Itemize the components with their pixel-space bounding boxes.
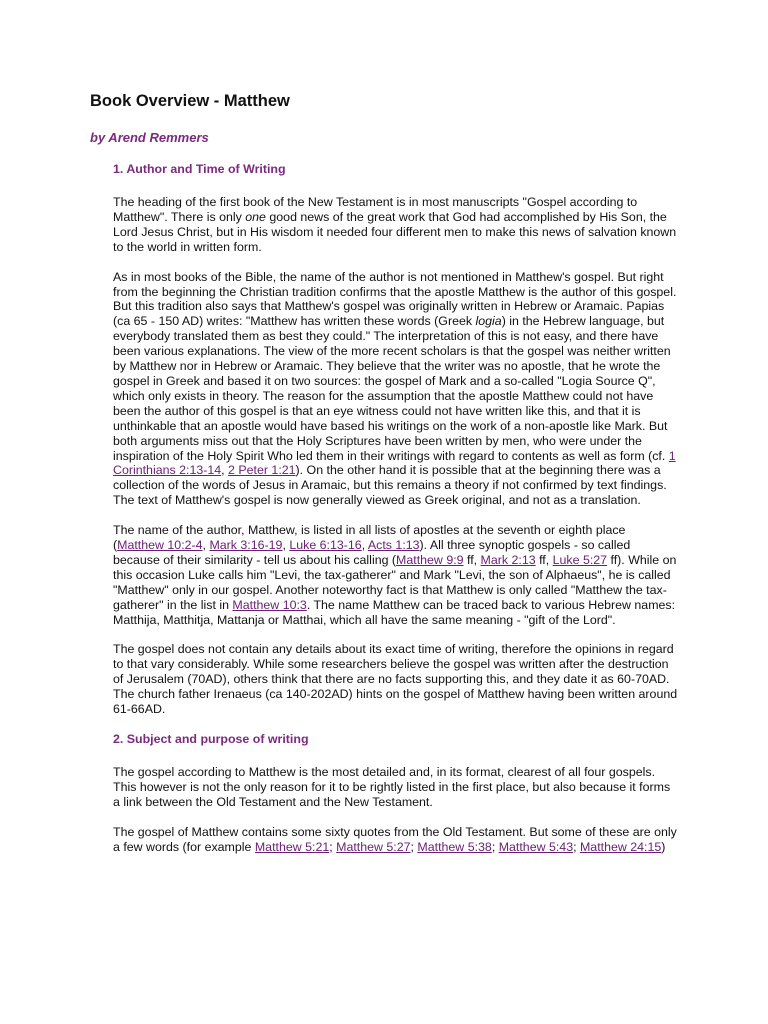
- scripture-link[interactable]: 1 Corinthians 2:13-14: [113, 448, 676, 478]
- separator: ff,: [463, 552, 481, 567]
- paragraph-text: The heading of the first book of the New Testament is in most manuscripts "Gospel according to Matthew". There is only: [113, 195, 638, 224]
- paragraph-text: As in most books of the Bible, the name of the author is not mentioned in Matthew's gospel. But right from the beginning the Christian tradition confirms that the apostle Matthew is the author of this gospel. But this tradition also says that Matthew's gospel was originally written in Hebrew or Aramaic. Papias (ca 65 - 150 AD) writes: "Matthew has written these words (Greek: [113, 269, 677, 329]
- scripture-link[interactable]: Luke 6:13-16: [289, 538, 362, 553]
- paragraph-text: The name of the author, Matthew, is listed in all lists of apostles at the seventh or eighth place (: [113, 523, 626, 553]
- paragraph-text: good news of the great work that God had accomplished by His Son, the Lord Jesus Christ, but in His wisdom it needed four different men to make this news of salvation known to the world in written form.: [113, 209, 677, 254]
- paragraph-4: The gospel does not contain any details about its exact time of writing, therefore the opinions in regard to that vary considerably. While some researchers believe the gospel was written after the destruction of Jerusalem (70AD), others think that there are no facts supporting this, and they date it as 60-70AD. The church father Irenaeus (ca 140-202AD) hints on the gospel of Matthew having been written around 61-66AD.: [113, 642, 678, 717]
- paragraph-text: ff). While on this occasion Luke calls him "Levi, the tax-gatherer" and Mark "Levi, the son of Alphaeus", he is called "Matthew" only in our gospel. Another noteworthy fact is that Matthew is only called "Matthew the tax-gatherer" in the list in: [113, 552, 677, 612]
- paragraph-text: ). All three synoptic gospels - so called because of their similarity - tell us about his calling (: [113, 538, 631, 567]
- separator: ;: [573, 839, 580, 854]
- scripture-link[interactable]: Acts 1:13: [367, 538, 420, 553]
- paragraph-text: . The name Matthew can be traced back to various Hebrew names: Matthija, Matthitja, Mattanja or Matthai, which all have the same meaning - "gift of the Lord".: [113, 597, 676, 627]
- paragraph-text: ). On the other hand it is possible that at the beginning there was a collection of the words of Jesus in Aramaic, but this remains a theory if not confirmed by text findings. The text of Matthew's gospel is now generally viewed as Greek original, and not as a translation.: [113, 463, 667, 508]
- paragraph-2: [113, 270, 679, 509]
- separator: ,: [221, 463, 229, 478]
- separator: ,: [202, 538, 210, 553]
- separator: ;: [410, 839, 418, 854]
- scripture-link[interactable]: Matthew 10:2-4: [117, 538, 203, 553]
- separator: ,: [282, 538, 290, 553]
- paragraph-6: [113, 825, 679, 855]
- emphasis-text: one: [245, 209, 266, 224]
- scripture-link[interactable]: Matthew 5:38: [417, 839, 492, 854]
- paragraph-5: The gospel according to Matthew is the most detailed and, in its format, clearest of all four gospels. This however is not the only reason for it to be rightly listed in the first place, but also because it forms a link between the Old Testament and the New Testament.: [113, 765, 671, 809]
- section-heading-subject-purpose: 2. Subject and purpose of writing: [113, 732, 309, 746]
- scripture-link[interactable]: Mark 2:13: [480, 552, 536, 567]
- paragraph-text: ) in the Hebrew language, but everybody translated them as best they could." The interpretation of this is not easy, and there have been various explanations. The view of the more recent scholars is that the gospel was neither written by Matthew nor in Hebrew or Aramaic. They believe that the writer was no apostle, that he wrote the gospel in Greek and based it on two sources: the gospel of Mark and a so-called "Logia Source Q", which only exists in theory. The reason for the assumption that the apostle Matthew could not have been the author of this gospel is that an eye witness could not have written like this, and that it is unthinkable that an apostle would have based his writings on the work of a non-apostle like Mark. But both arguments miss out that the Holy Scriptures have been written by men, who were under the inspiration of the Holy Spirit Who led them in their writings with regard to contents as well as form (cf.: [113, 314, 671, 463]
- scripture-link[interactable]: Matthew 5:21: [254, 839, 330, 854]
- author-byline: by Arend Remmers: [90, 130, 209, 145]
- paragraph-3: [113, 523, 679, 627]
- scripture-link[interactable]: Matthew 5:27: [336, 839, 411, 854]
- page-title: Book Overview - Matthew: [90, 92, 290, 110]
- paragraph-1: [113, 195, 679, 255]
- paragraph-text: The gospel of Matthew contains some sixty quotes from the Old Testament. But some of these are only a few words (for example: [113, 824, 677, 854]
- scripture-link[interactable]: Mark 3:16-19: [209, 538, 283, 553]
- separator: ;: [329, 839, 337, 854]
- scripture-link[interactable]: Matthew 9:9: [396, 552, 464, 567]
- scripture-link[interactable]: Matthew 5:43: [498, 839, 574, 854]
- separator: ;: [491, 839, 499, 854]
- section-heading-author-time: 1. Author and Time of Writing: [113, 162, 286, 176]
- paragraph-text: ): [661, 839, 666, 854]
- article-body: [113, 162, 679, 870]
- separator: ff,: [535, 552, 553, 567]
- scripture-link[interactable]: Matthew 10:3: [232, 597, 307, 612]
- separator: ,: [361, 538, 368, 553]
- scripture-link[interactable]: Luke 5:27: [552, 552, 608, 567]
- scripture-link[interactable]: 2 Peter 1:21: [228, 463, 296, 478]
- scripture-link[interactable]: Matthew 24:15: [579, 839, 662, 854]
- emphasis-text: logia: [475, 314, 502, 329]
